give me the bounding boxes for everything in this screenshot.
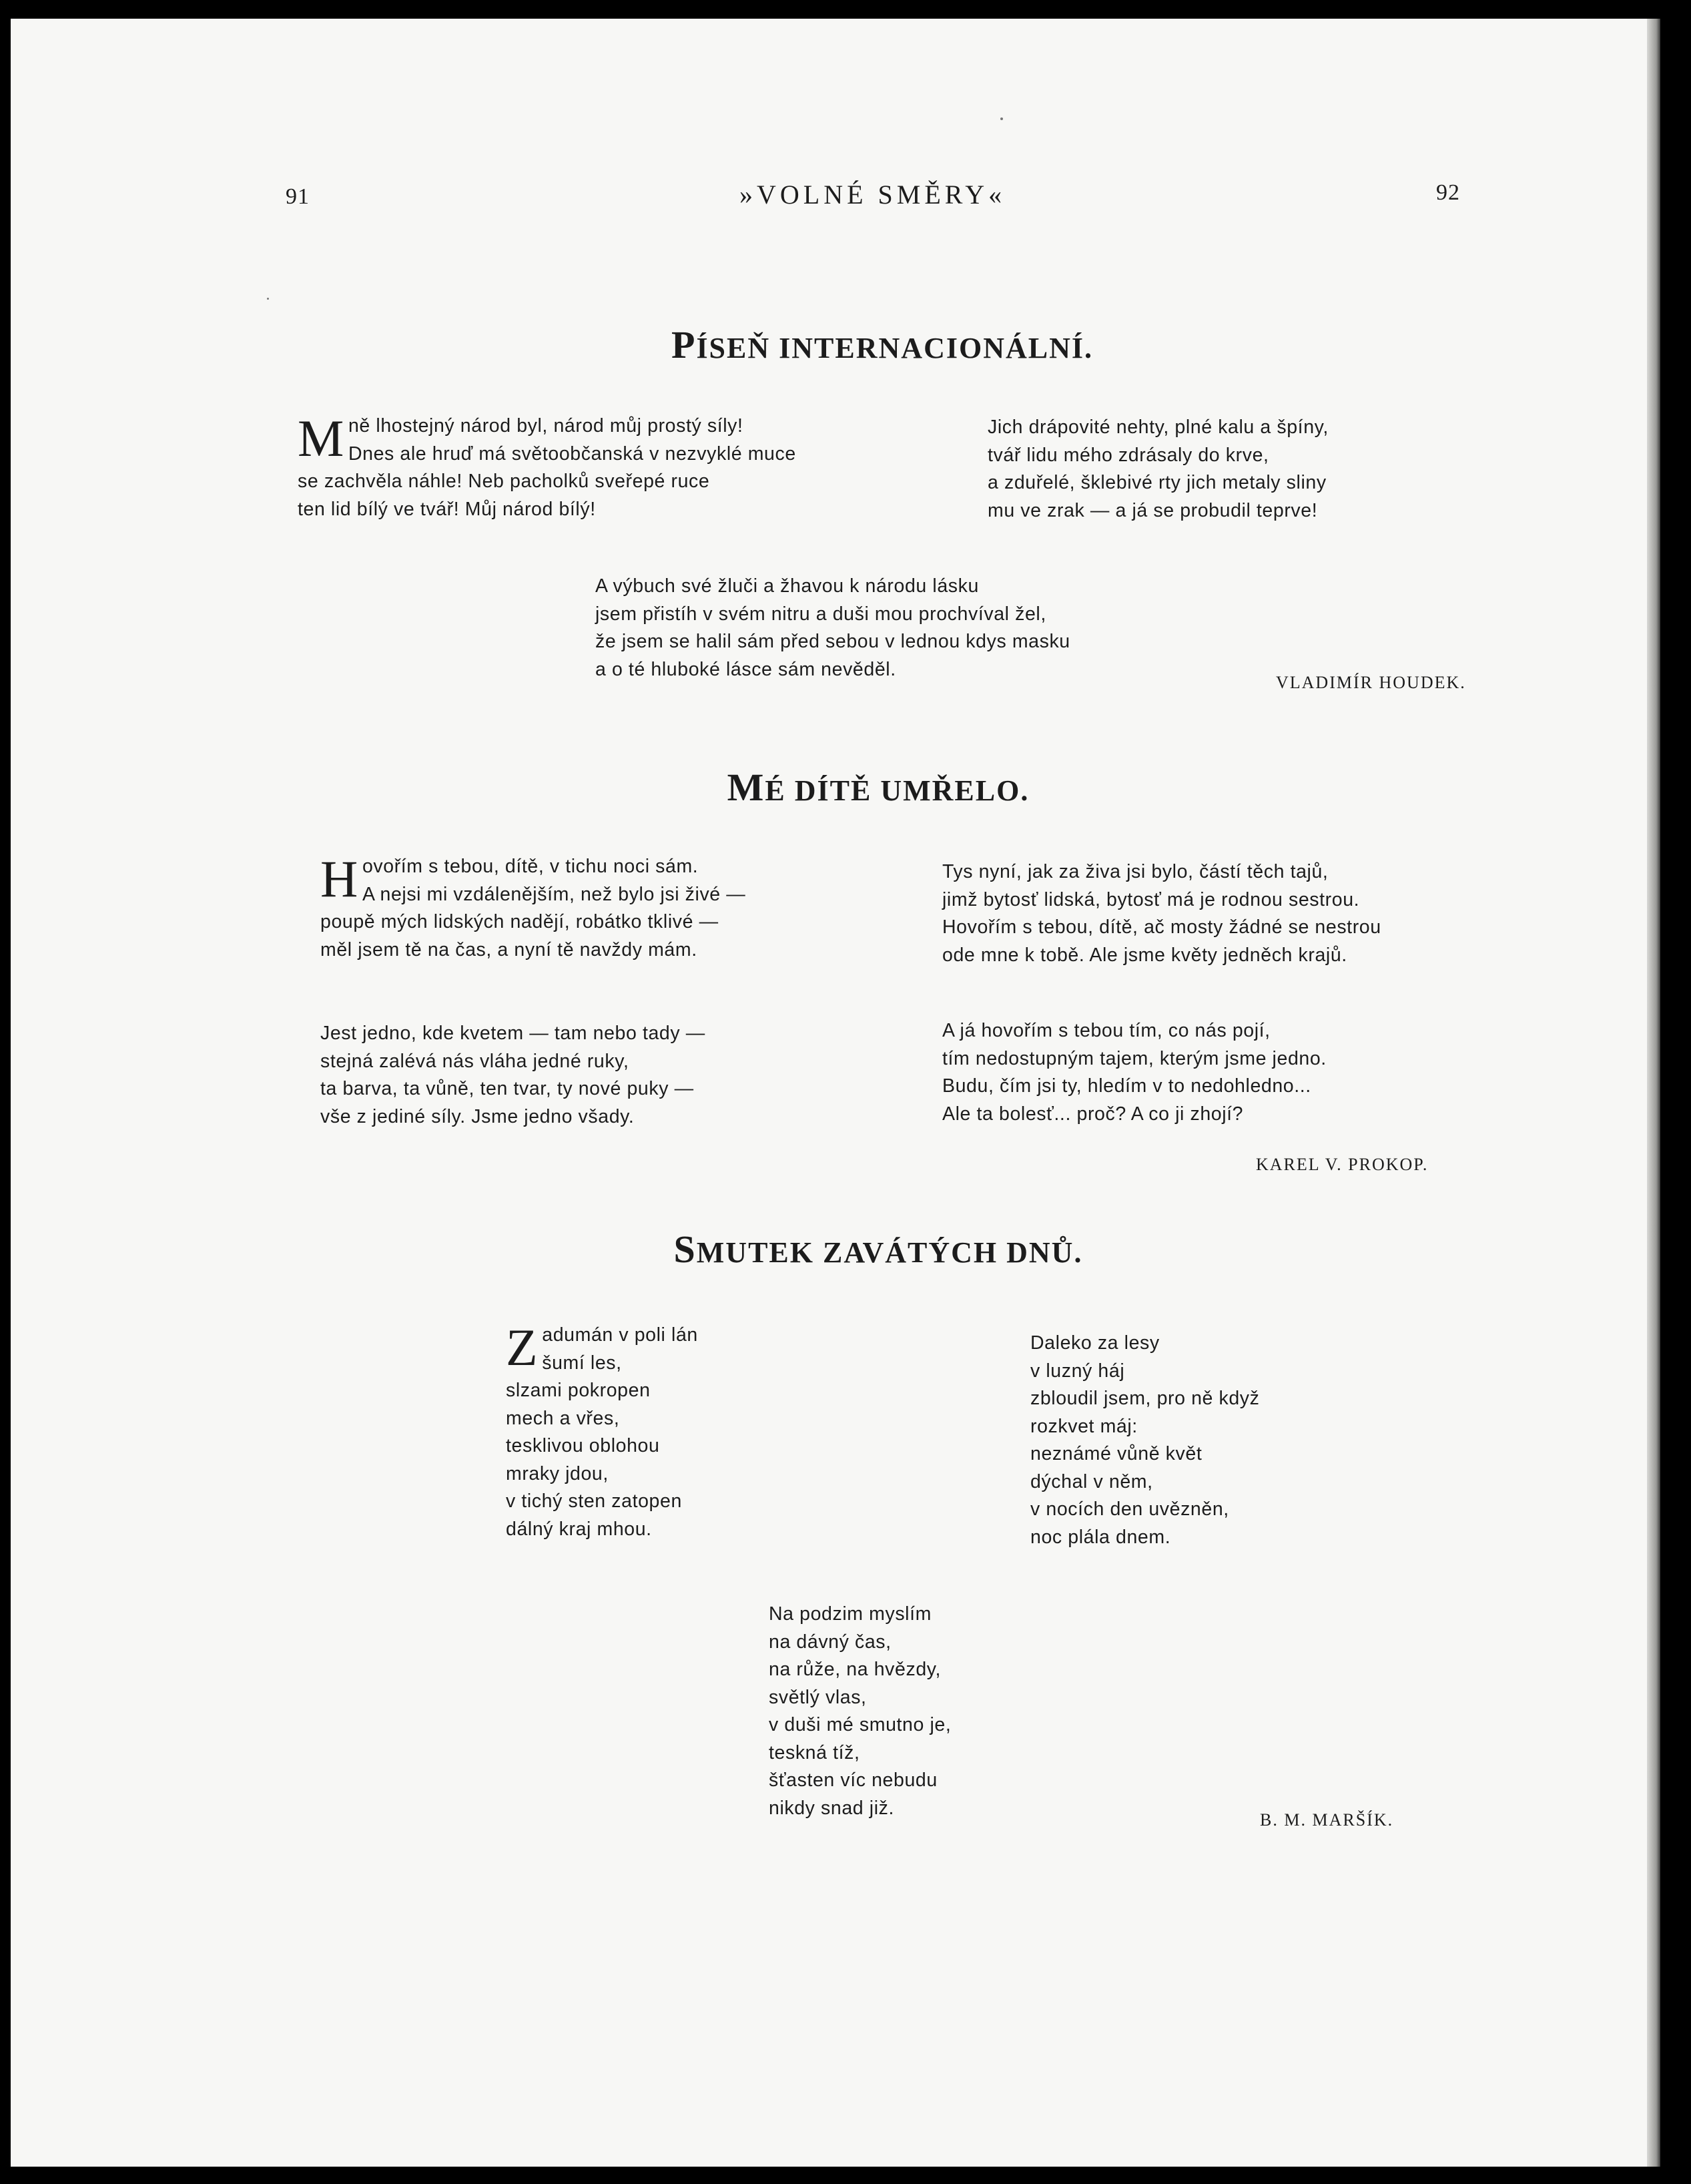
- poem3-author: B. M. MARŠÍK.: [1260, 1810, 1394, 1830]
- poem1-stanza-1: [298, 409, 831, 523]
- poem-title-smutek-zavatych-dnu: SMUTEK ZAVÁTÝCH DNŮ.: [673, 1227, 1083, 1271]
- verse-line: Daleko za lesy: [1030, 1332, 1160, 1354]
- poem1-stanza-3: [595, 573, 1196, 684]
- verse-line: Jich drápovité nehty, plné kalu a špíny,: [988, 417, 1329, 438]
- poem2-stanza-2: [942, 858, 1476, 969]
- verse-line: Tys nyní, jak za živa jsi bylo, částí těch tajů,: [942, 861, 1329, 882]
- verse-line: v nocích den uvězněn,: [1030, 1498, 1229, 1520]
- drop-cap: H: [320, 850, 358, 908]
- left-page-number: 91: [286, 184, 310, 209]
- verse-line: na růže, na hvězdy,: [769, 1659, 942, 1680]
- verse-line: šumí les,: [542, 1352, 622, 1374]
- poem2-stanza-3: [320, 1020, 841, 1131]
- poem2-author: KAREL V. PROKOP.: [1256, 1155, 1429, 1174]
- verse-line: Hovořím s tebou, dítě, ač mosty žádné se nestrou: [942, 916, 1381, 938]
- verse-line: v luzný háj: [1030, 1360, 1125, 1382]
- verse-line: Dnes ale hruď má světoobčanská v nezvyklé muce: [348, 443, 796, 465]
- verse-line: mraky jdou,: [506, 1462, 609, 1484]
- poem2-stanza-4: [942, 1017, 1463, 1128]
- poem3-stanza-3: [769, 1601, 1142, 1822]
- verse-line: mu ve zrak — a já se probudil teprve!: [988, 499, 1318, 521]
- verse-line: noc plála dnem.: [1030, 1526, 1171, 1548]
- running-title: »VOLNÉ SMĚRY«: [739, 180, 1006, 210]
- verse-line: ně lhostejný národ byl, národ můj prostý síly!: [348, 415, 743, 437]
- verse-line: stejná zalévá nás vláha jedné ruky,: [320, 1050, 629, 1072]
- verse-line: Ale ta bolesť... proč? A co ji zhojí?: [942, 1103, 1244, 1125]
- poem3-stanza-2: [1030, 1330, 1404, 1551]
- verse-line: ta barva, ta vůně, ten tvar, ty nové puky —: [320, 1078, 694, 1099]
- poem3-stanza-1: [506, 1318, 880, 1543]
- verse-line: Jest jedno, kde kvetem — tam nebo tady —: [320, 1023, 705, 1044]
- paper-speck: [267, 298, 269, 300]
- verse-line: tesklivou oblohou: [506, 1435, 660, 1456]
- poem1-author: VLADIMÍR HOUDEK.: [1276, 673, 1466, 692]
- poem1-stanza-2: [988, 414, 1455, 525]
- drop-cap: Z: [506, 1318, 539, 1376]
- verse-line: teskná tíž,: [769, 1741, 860, 1763]
- verse-line: slzami pokropen: [506, 1380, 651, 1401]
- verse-line: Na podzim myslím: [769, 1603, 932, 1625]
- verse-line: zbloudil jsem, pro ně když: [1030, 1388, 1260, 1409]
- verse-line: a zduřelé, šklebivé rty jich metaly sliny: [988, 472, 1327, 493]
- poem2-stanza-1: [320, 850, 848, 964]
- verse-line: A výbuch své žluči a žhavou k národu lásku: [595, 575, 979, 597]
- verse-line: Budu, čím jsi ty, hledím v to nedohledno...: [942, 1075, 1311, 1097]
- verse-line: ovořím s tebou, dítě, v tichu noci sám.: [362, 856, 699, 877]
- verse-line: jimž bytosť lidská, bytosť má je rodnou sestrou.: [942, 888, 1360, 910]
- verse-line: mech a vřes,: [506, 1407, 620, 1429]
- verse-line: a o té hluboké lásce sám nevěděl.: [595, 658, 896, 680]
- verse-line: jsem přistíh v svém nitru a duši mou prochvíval žel,: [595, 603, 1046, 625]
- verse-line: ode mne k tobě. Ale jsme květy jedněch krajů.: [942, 944, 1347, 966]
- book-spine-shadow: [1647, 19, 1660, 2167]
- verse-line: vše z jediné síly. Jsme jedno všady.: [320, 1105, 635, 1127]
- paper-speck: [1000, 117, 1003, 120]
- verse-line: nikdy snad již.: [769, 1797, 895, 1819]
- verse-line: v tichý sten zatopen: [506, 1490, 682, 1512]
- verse-line: měl jsem tě na čas, a nyní tě navždy mám.: [320, 938, 697, 961]
- verse-line: adumán v poli lán: [542, 1324, 698, 1346]
- verse-line: světlý vlas,: [769, 1686, 867, 1708]
- verse-line: na dávný čas,: [769, 1631, 892, 1653]
- verse-line: dýchal v něm,: [1030, 1470, 1153, 1492]
- right-page-number: 92: [1436, 180, 1460, 205]
- page: [11, 19, 1660, 2167]
- verse-line: dálný kraj mhou.: [506, 1518, 652, 1540]
- verse-line: v duši mé smutno je,: [769, 1714, 952, 1735]
- verse-line: rozkvet máj:: [1030, 1415, 1138, 1437]
- verse-line: tvář lidu mého zdrásaly do krve,: [988, 444, 1269, 466]
- verse-line: neznámé vůně květ: [1030, 1443, 1203, 1464]
- verse-line: že jsem se halil sám před sebou v lednou kdys masku: [595, 631, 1070, 652]
- verse-line: poupě mých lidských nadějí, robátko tklivé —: [320, 911, 719, 932]
- verse-line: A nejsi mi vzdálenějším, než bylo jsi živé —: [362, 883, 746, 905]
- verse-line: se zachvěla náhle! Neb pacholků sveřepé ruce: [298, 471, 710, 492]
- poem-title-me-dite-umrelo: MÉ DÍTĚ UMŘELO.: [727, 766, 1030, 809]
- verse-line: tím nedostupným tajem, kterým jsme jedno.: [942, 1047, 1327, 1069]
- verse-line: ten lid bílý ve tvář! Můj národ bílý!: [298, 498, 596, 520]
- poem-title-pisen-internacionalni: PÍSEŇ INTERNACIONÁLNÍ.: [671, 323, 1093, 366]
- drop-cap: M: [298, 409, 344, 467]
- verse-line: A já hovořím s tebou tím, co nás pojí,: [942, 1020, 1271, 1041]
- verse-line: šťasten víc nebudu: [769, 1769, 938, 1791]
